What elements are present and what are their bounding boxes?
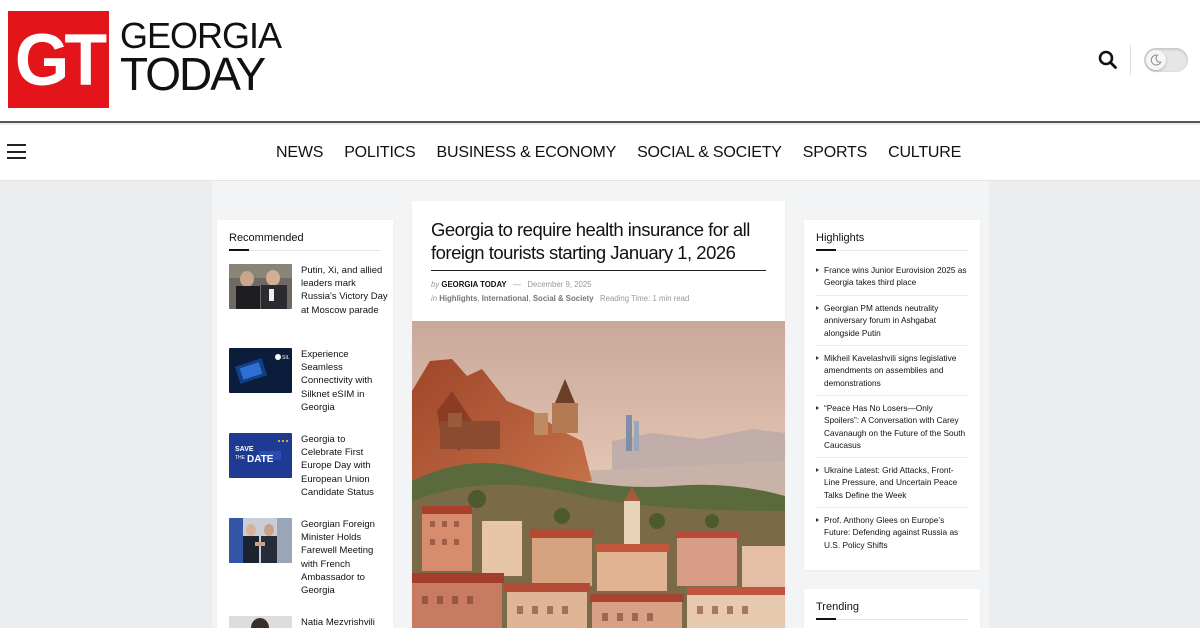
- nav-item-business-economy[interactable]: BUSINESS & ECONOMY: [436, 144, 617, 161]
- logo-word-today: TODAY: [120, 48, 265, 101]
- list-item[interactable]: [229, 348, 389, 414]
- highlights-title: Highlights: [816, 232, 968, 251]
- recommended-item-text: Putin, Xi, and allied leaders mark Russia's Victory Day at Moscow parade: [301, 265, 388, 316]
- logo-word-georgia: GEORGIA: [120, 15, 282, 56]
- title-rule: [431, 270, 766, 271]
- featured-article: [412, 201, 785, 628]
- divider: [816, 395, 968, 396]
- highlight-item[interactable]: Prof. Anthony Glees on Europe’s Future: Defending against Russia as U.S. Policy Shifts: [816, 514, 968, 551]
- highlight-item[interactable]: Ukraine Latest: Grid Attacks, Front-Line Pressure, and Uncertain Peace Talks Define the Week: [816, 464, 968, 501]
- reading-time: Reading Time: 1 min read: [600, 294, 690, 303]
- recommended-item-text: Natia Mezvrishvili: [301, 617, 375, 628]
- in-label: in: [431, 294, 438, 303]
- article-hero-image[interactable]: [412, 321, 785, 628]
- site-header: [0, 0, 1200, 123]
- category-link-social-society[interactable]: Social & Society: [532, 294, 594, 303]
- list-item[interactable]: [229, 616, 389, 628]
- recommended-item-text: Georgian Foreign Minister Holds Farewell Meeting with French Ambassador to Georgia: [301, 519, 375, 597]
- highlight-item[interactable]: “Peace Has No Losers—Only Spoilers”: A Conversation with Carey Cavanaugh on the Future of the South Caucasus: [816, 402, 968, 452]
- divider: [816, 295, 968, 296]
- logo-letters: GT: [14, 18, 103, 101]
- site-logo[interactable]: [8, 11, 282, 108]
- article-date: December 9, 2025: [527, 280, 592, 289]
- meta-dash: —: [513, 280, 521, 289]
- category-link-highlights[interactable]: Highlights: [439, 294, 478, 303]
- thumb-label-save: SAVE: [235, 446, 254, 453]
- highlight-item[interactable]: Georgian PM attends neutrality anniversary forum in Ashgabat alongside Putin: [816, 302, 968, 339]
- recommended-title: Recommended: [229, 232, 381, 251]
- thumb-label-date: DATE: [247, 454, 274, 465]
- thumbnail-europe-day: [229, 433, 292, 478]
- thumbnail-silknet: [229, 348, 292, 393]
- hamburger-icon[interactable]: [7, 144, 26, 159]
- list-item[interactable]: [229, 518, 389, 597]
- by-label: by: [431, 280, 440, 289]
- nav-item-sports[interactable]: SPORTS: [802, 144, 868, 161]
- logo-wordmark: [120, 15, 282, 101]
- article-title[interactable]: Georgia to require health insurance for all foreign tourists starting January 1, 2026: [431, 219, 750, 263]
- nav-menu: [276, 125, 982, 181]
- nav-item-culture[interactable]: CULTURE: [888, 144, 962, 161]
- list-item[interactable]: [229, 264, 389, 317]
- logo-box: [8, 11, 109, 108]
- article-author[interactable]: GEORGIA TODAY: [441, 280, 507, 289]
- dark-mode-toggle[interactable]: [1144, 48, 1188, 72]
- divider: [816, 507, 968, 508]
- list-item[interactable]: [229, 433, 389, 499]
- highlight-item[interactable]: Mikheil Kavelashvili signs legislative amendments on assemblies and demonstrations: [816, 352, 968, 389]
- recommended-widget: [217, 220, 393, 628]
- divider: [816, 457, 968, 458]
- recommended-item-text: Georgia to Celebrate First Europe Day with European Union Candidate Status: [301, 434, 374, 498]
- article-byline: [431, 280, 592, 289]
- main-nav: [0, 125, 1200, 181]
- nav-item-social-society[interactable]: SOCIAL & SOCIETY: [637, 144, 782, 161]
- trending-title: Trending: [816, 601, 968, 620]
- search-icon[interactable]: [1097, 49, 1119, 71]
- nav-item-politics[interactable]: POLITICS: [344, 144, 416, 161]
- thumbnail-foreign-minister: [229, 518, 292, 563]
- moon-icon: [1146, 50, 1166, 70]
- header-divider: [1130, 45, 1131, 75]
- recommended-item-text: Experience Seamless Connectivity with Silknet eSIM in Georgia: [301, 349, 373, 413]
- trending-widget: [804, 589, 980, 628]
- category-link-international[interactable]: International: [481, 294, 529, 303]
- nav-item-news[interactable]: NEWS: [276, 144, 324, 161]
- thumbnail-leaders: [229, 264, 292, 309]
- thumb-label-sil: SIL: [282, 355, 290, 361]
- thumb-label-the: THE: [235, 455, 245, 461]
- highlight-item[interactable]: France wins Junior Eurovision 2025 as Georgia takes third place: [816, 264, 968, 289]
- divider: [816, 345, 968, 346]
- highlights-widget: [804, 220, 980, 570]
- thumbnail-portrait: [229, 616, 292, 628]
- article-categories: in Highlights, International, Social & Society Reading Time: 1 min read: [431, 294, 690, 303]
